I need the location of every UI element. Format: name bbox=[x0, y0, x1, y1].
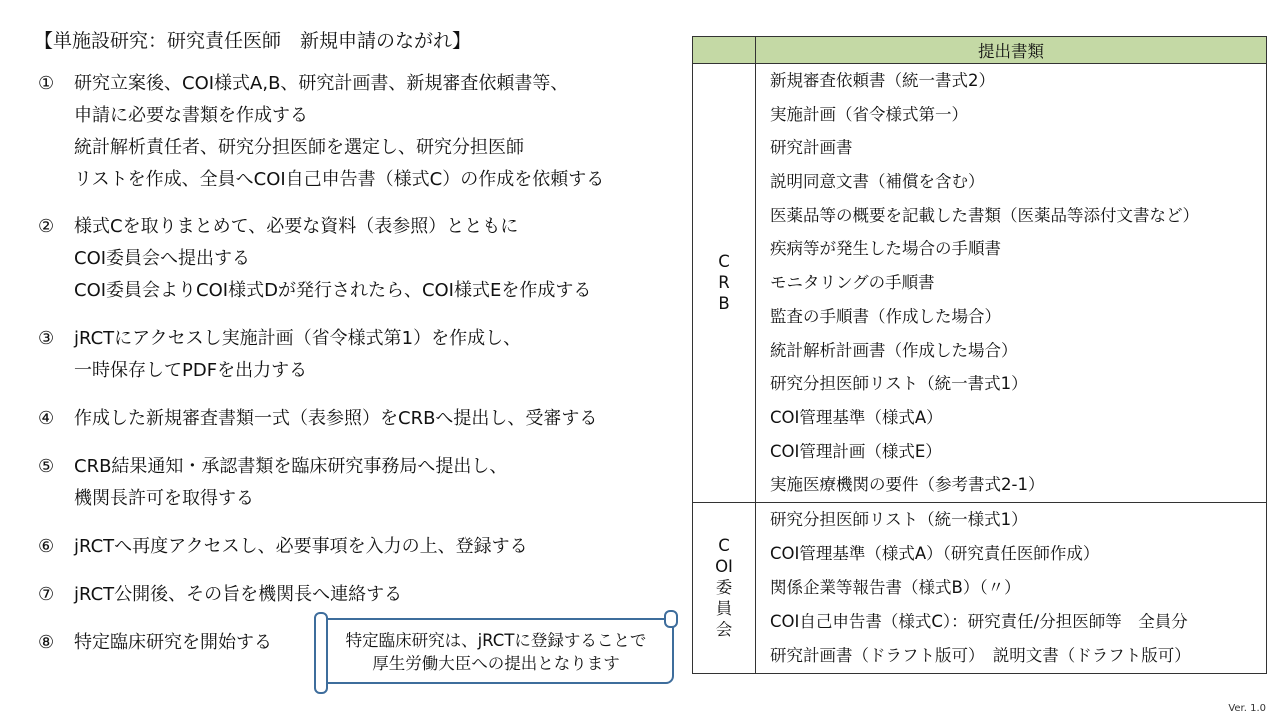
step-text: COI委員会へ提出する bbox=[74, 248, 251, 269]
step-number: ⑥ bbox=[38, 536, 55, 557]
page-title: 【単施設研究：研究責任医師 新規申請のながれ】 bbox=[34, 30, 472, 52]
step-text: 作成した新規審査書類一式（表参照）をCRBへ提出し、受審する bbox=[74, 408, 598, 429]
table-header-row bbox=[693, 37, 1267, 64]
step-text: 様式Cを取りまとめて、必要な資料（表参照）とともに bbox=[74, 216, 519, 237]
list-item: 研究分担医師リスト（統一書式1） bbox=[770, 374, 1028, 394]
step-text: 統計解析責任者、研究分担医師を選定し、研究分担医師 bbox=[74, 137, 524, 158]
step-text: 申請に必要な書類を作成する bbox=[74, 105, 308, 126]
step-text: 特定臨床研究を開始する bbox=[74, 632, 272, 653]
category-label: COI委員会 bbox=[715, 536, 733, 640]
table-row-coi bbox=[693, 502, 1267, 673]
step-text: 研究立案後、COI様式A,B、研究計画書、新規審査依頼書等、 bbox=[74, 73, 569, 94]
step-number: ⑤ bbox=[38, 456, 55, 477]
scroll-curl-right bbox=[664, 610, 678, 628]
version-label: Ver. 1.0 bbox=[1228, 703, 1266, 714]
step-text: jRCTにアクセスし実施計画（省令様式第1）を作成し、 bbox=[74, 328, 522, 349]
callout-text bbox=[320, 629, 672, 675]
step-4 bbox=[38, 403, 597, 435]
list-item: 研究計画書 bbox=[770, 138, 853, 158]
callout-line: 厚生労働大臣への提出となります bbox=[372, 654, 620, 673]
coi-items bbox=[756, 502, 1267, 673]
table-row-crb bbox=[693, 64, 1267, 503]
list-item: 統計解析計画書（作成した場合） bbox=[770, 340, 1018, 360]
step-number: ① bbox=[38, 73, 55, 94]
list-item: COI管理計画（様式E） bbox=[770, 441, 942, 461]
step-text: jRCTへ再度アクセスし、必要事項を入力の上、登録する bbox=[74, 536, 528, 557]
table-corner-cell bbox=[693, 37, 756, 64]
category-crb bbox=[693, 64, 756, 503]
step-1 bbox=[38, 68, 604, 196]
callout-line: 特定臨床研究は、jRCTに登録することで bbox=[345, 631, 647, 650]
step-text: jRCT公開後、その旨を機関長へ連絡する bbox=[74, 584, 403, 605]
step-text: リストを作成、全員へCOI自己申告書（様式C）の作成を依頼する bbox=[74, 169, 605, 190]
list-item: 説明同意文書（補償を含む） bbox=[770, 172, 985, 192]
documents-table bbox=[692, 36, 1267, 674]
category-coi bbox=[693, 502, 756, 673]
list-item: 実施計画（省令様式第一） bbox=[770, 104, 968, 124]
list-item: 疾病等が発生した場合の手順書 bbox=[770, 239, 1001, 259]
step-number: ⑦ bbox=[38, 584, 55, 605]
step-8 bbox=[38, 627, 272, 659]
step-text: 一時保存してPDFを出力する bbox=[74, 360, 308, 381]
list-item: COI自己申告書（様式C）：研究責任/分担医師等 全員分 bbox=[770, 611, 1188, 631]
step-text: COI委員会よりCOI様式Dが発行されたら、COI様式Eを作成する bbox=[74, 280, 592, 301]
step-5 bbox=[38, 451, 507, 515]
callout-scroll bbox=[318, 618, 674, 684]
category-label: CRB bbox=[718, 252, 730, 314]
step-number: ② bbox=[38, 216, 55, 237]
step-7 bbox=[38, 579, 402, 611]
list-item: 研究計画書（ドラフト版可） 説明文書（ドラフト版可） bbox=[770, 645, 1191, 665]
step-number: ③ bbox=[38, 328, 55, 349]
crb-items bbox=[756, 64, 1267, 503]
list-item: COI管理基準（様式A）（研究責任医師作成） bbox=[770, 543, 1100, 563]
step-6 bbox=[38, 531, 528, 563]
list-item: 新規審査依頼書（統一書式2） bbox=[770, 71, 995, 90]
step-2 bbox=[38, 211, 591, 307]
step-3 bbox=[38, 323, 521, 387]
list-item: COI管理基準（様式A） bbox=[770, 407, 943, 427]
step-text: CRB結果通知・承認書類を臨床研究事務局へ提出し、 bbox=[74, 456, 508, 477]
table-header: 提出書類 bbox=[756, 37, 1267, 64]
list-item: 医薬品等の概要を記載した書類（医薬品等添付文書など） bbox=[770, 205, 1199, 225]
list-item: 研究分担医師リスト（統一様式1） bbox=[770, 509, 1028, 529]
step-number: ⑧ bbox=[38, 632, 55, 653]
step-text: 機関長許可を取得する bbox=[74, 488, 254, 509]
list-item: 実施医療機関の要件（参考書式2-1） bbox=[770, 475, 1045, 495]
list-item: 監査の手順書（作成した場合） bbox=[770, 306, 1001, 326]
list-item: モニタリングの手順書 bbox=[770, 273, 935, 293]
step-number: ④ bbox=[38, 408, 55, 429]
list-item: 関係企業等報告書（様式B）（〃） bbox=[770, 577, 1021, 597]
